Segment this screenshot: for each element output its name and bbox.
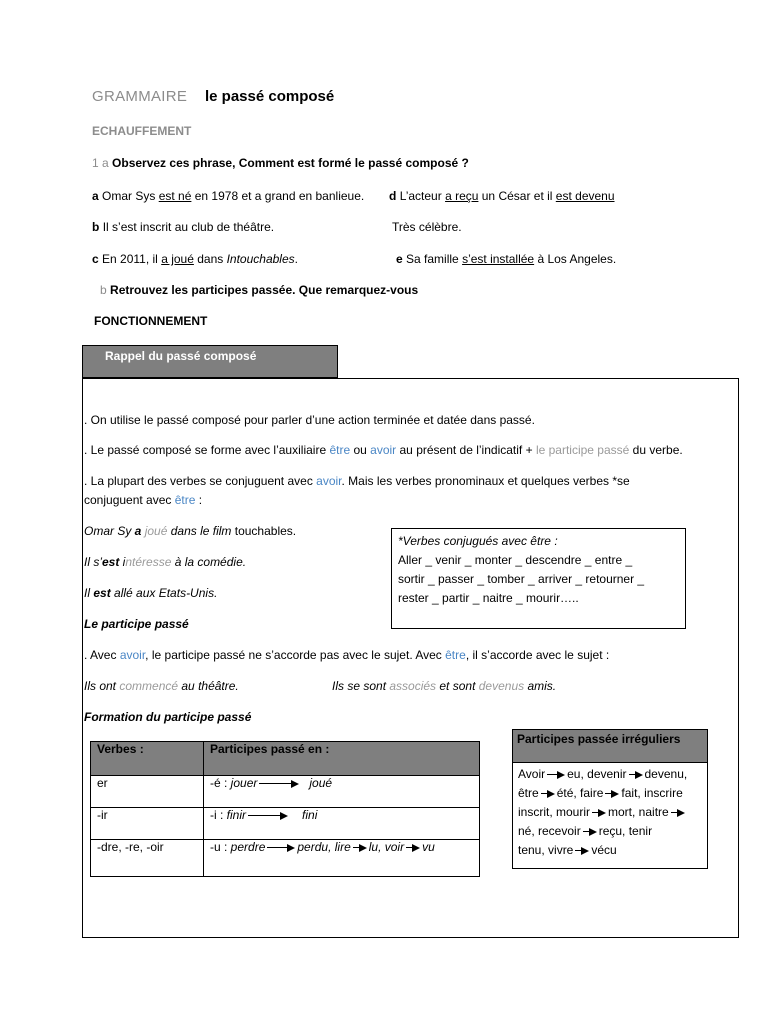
etre-box-title: *Verbes conjugués avec être :	[398, 534, 558, 548]
participle: lu, voir	[368, 840, 405, 854]
question-number: b	[100, 283, 107, 297]
etre-verbs-line: rester _ partir _ naitre _ mourir…..	[398, 591, 579, 605]
irregular-text: eu, devenir	[567, 767, 627, 781]
agreement-rule	[84, 648, 609, 662]
table-row	[91, 808, 480, 840]
sentence-text: dans	[193, 252, 227, 266]
participe-passe-label: le participe passé	[535, 443, 630, 457]
infinitive: perdre	[227, 840, 266, 854]
underlined-verb: a reçu	[445, 189, 479, 203]
irregular-participles-box	[512, 729, 708, 869]
irregular-text: inscrit, mourir	[518, 805, 591, 819]
verb-group: -dre, -re, -oir	[91, 840, 204, 877]
irregular-line	[518, 765, 702, 784]
underlined-verb: est devenu	[555, 189, 615, 203]
sentence-c	[92, 252, 298, 266]
ending: -é :	[210, 776, 228, 790]
participle-table	[90, 741, 480, 877]
irregular-text: vécu	[591, 843, 617, 857]
irregular-line	[518, 822, 702, 841]
aux-avoir: avoir	[370, 443, 397, 457]
film-title: Intouchables	[226, 252, 295, 266]
rule-text: . Mais les verbes pronominaux et quelques verbes *se	[341, 474, 630, 488]
rule-3	[84, 474, 630, 488]
aux-etre: être	[174, 493, 196, 507]
sentence-label: e	[396, 252, 403, 266]
irregular-text: mort, naitre	[608, 805, 669, 819]
agreement-example-2	[332, 679, 556, 693]
aux-avoir: avoir	[316, 474, 342, 488]
example-text: allé aux Etats-Unis.	[110, 586, 218, 600]
irregular-text: tenu, vivre	[518, 843, 574, 857]
irregular-text: fait, inscrire	[621, 786, 683, 800]
verb-group: -ir	[91, 808, 204, 840]
section-heading: FONCTIONNEMENT	[94, 314, 208, 328]
sentence-text: en 1978 et a grand en banlieue.	[191, 189, 365, 203]
sentence-label: a	[92, 189, 99, 203]
grammar-label: GRAMMAIRE	[92, 88, 188, 105]
arrow-right-icon	[259, 780, 299, 788]
arrow-right-icon	[353, 844, 367, 852]
rule-text: :	[195, 493, 203, 507]
irregular-box-body	[513, 763, 707, 862]
sentence-d	[389, 189, 615, 203]
etre-verbs-line: sortir _ passer _ tomber _ arriver _ retourner _	[398, 572, 645, 586]
example-participle: devenus	[478, 679, 525, 693]
arrow-right-icon	[248, 812, 288, 820]
sentence-label: d	[389, 189, 397, 203]
participle: perdu, lire	[297, 840, 351, 854]
table-row	[91, 776, 480, 808]
sentence-text: Omar Sys	[102, 189, 159, 203]
table-header-participles: Participes passé en :	[204, 742, 480, 776]
example-text: amis.	[524, 679, 557, 693]
irregular-text: reçu, tenir	[598, 824, 653, 838]
irregular-line	[518, 784, 702, 803]
rappel-tab-label: Rappel du passé composé	[105, 349, 257, 363]
verb-group: er	[91, 776, 204, 808]
rule-text: , le participe passé ne s’accorde pas avec le sujet. Avec	[145, 648, 446, 662]
rule-text: au présent de l’indicatif +	[396, 443, 536, 457]
example-text: touchables.	[234, 524, 297, 538]
sentence-d-continued: Très célèbre.	[392, 220, 462, 234]
rule-1: . On utilise le passé composé pour parler d’une action terminée et datée dans passé.	[84, 413, 535, 427]
etre-verbs-box	[391, 528, 686, 629]
table-row	[91, 840, 480, 877]
sentence-text: .	[294, 252, 298, 266]
participle-rule	[204, 840, 480, 877]
arrow-right-icon	[406, 844, 420, 852]
example-participle: commencé	[119, 679, 179, 693]
irregular-text: né, recevoir	[518, 824, 581, 838]
question-text: Retrouvez les participes passée. Que remarquez-vous	[110, 283, 419, 297]
etre-verbs-line: Aller _ venir _ monter _ descendre _ entre _	[398, 553, 633, 567]
question-number: 1 a	[92, 156, 109, 170]
question-text: Observez ces phrase, Comment est formé le passé composé ?	[112, 156, 469, 170]
example-participle: associés	[389, 679, 437, 693]
participe-heading: Le participe passé	[84, 617, 189, 631]
example-2	[84, 555, 246, 569]
sentence-e	[396, 252, 616, 266]
example-text: dans le film	[167, 524, 235, 538]
irregular-text: été, faire	[556, 786, 604, 800]
sentence-b	[92, 220, 274, 234]
example-text: au théâtre.	[178, 679, 239, 693]
example-text: Ils ont	[84, 679, 120, 693]
sentence-text: En 2011, il	[102, 252, 162, 266]
example-text: Omar Sy	[84, 524, 135, 538]
arrow-right-icon	[592, 809, 606, 817]
rule-text: ou	[350, 443, 371, 457]
sentence-text: Sa famille	[406, 252, 463, 266]
sentence-a	[92, 189, 364, 203]
aux-etre: être	[329, 443, 351, 457]
example-text: à la comédie.	[171, 555, 247, 569]
underlined-verb: est né	[158, 189, 192, 203]
arrow-right-icon	[671, 809, 685, 817]
participle-rule	[204, 776, 480, 808]
arrow-right-icon	[629, 771, 643, 779]
formation-heading: Formation du participe passé	[84, 710, 252, 724]
sentence-text: Il s’est inscrit au club de théâtre.	[102, 220, 275, 234]
irregular-text: être	[518, 786, 539, 800]
irregular-line	[518, 841, 702, 860]
irregular-box-title: Participes passée irréguliers	[513, 730, 707, 763]
participle: joué	[309, 776, 333, 790]
sentence-label: c	[92, 252, 99, 266]
example-text: i	[119, 555, 126, 569]
arrow-right-icon	[583, 828, 597, 836]
rule-text: du verbe.	[629, 443, 683, 457]
aux-etre: être	[445, 648, 466, 662]
example-aux: est	[102, 555, 120, 569]
page-title: le passé composé	[205, 88, 335, 105]
irregular-text: Avoir	[518, 767, 546, 781]
underlined-verb: a joué	[161, 252, 194, 266]
arrow-right-icon	[267, 844, 295, 852]
participle-rule	[204, 808, 480, 840]
participle: fini	[302, 808, 318, 822]
agreement-example-1	[84, 679, 239, 693]
underlined-verb: s’est installée	[462, 252, 535, 266]
example-text: Il	[84, 586, 94, 600]
example-text: et sont	[436, 679, 479, 693]
ending: -i :	[210, 808, 224, 822]
example-participle: ntéresse	[125, 555, 172, 569]
sentence-label: b	[92, 220, 100, 234]
arrow-right-icon	[547, 771, 565, 779]
rule-3-continued	[84, 493, 202, 507]
ending: -u :	[210, 840, 228, 854]
arrow-right-icon	[541, 790, 555, 798]
table-header-row	[91, 742, 480, 776]
example-aux: a	[134, 524, 142, 538]
rappel-tab	[82, 345, 338, 378]
question-1b	[100, 283, 418, 297]
table-header-verbs: Verbes :	[91, 742, 204, 776]
example-text: Il s’	[84, 555, 102, 569]
question-1a	[92, 156, 469, 170]
aux-avoir: avoir	[119, 648, 146, 662]
sentence-text: à Los Angeles.	[534, 252, 617, 266]
arrow-right-icon	[605, 790, 619, 798]
warmup-heading: ECHAUFFEMENT	[92, 124, 192, 138]
arrow-right-icon	[575, 847, 589, 855]
example-participle: joué	[141, 524, 168, 538]
example-aux: est	[93, 586, 111, 600]
rule-text: . Avec	[84, 648, 120, 662]
example-1	[84, 524, 296, 538]
example-text: Ils se sont	[332, 679, 390, 693]
irregular-line	[518, 803, 702, 822]
participle: vu	[422, 840, 435, 854]
rule-text: . Le passé composé se forme avec l’auxiliaire	[84, 443, 330, 457]
rule-2	[84, 443, 683, 457]
rule-text: , il s’accorde avec le sujet :	[465, 648, 610, 662]
example-3	[84, 586, 217, 600]
sentence-text: L’acteur	[399, 189, 446, 203]
rule-text: conjuguent avec	[84, 493, 175, 507]
irregular-text: devenu,	[644, 767, 688, 781]
sentence-text: un César et il	[478, 189, 556, 203]
rule-text: . La plupart des verbes se conjuguent avec	[84, 474, 317, 488]
infinitive: jouer	[227, 776, 258, 790]
infinitive: finir	[223, 808, 247, 822]
